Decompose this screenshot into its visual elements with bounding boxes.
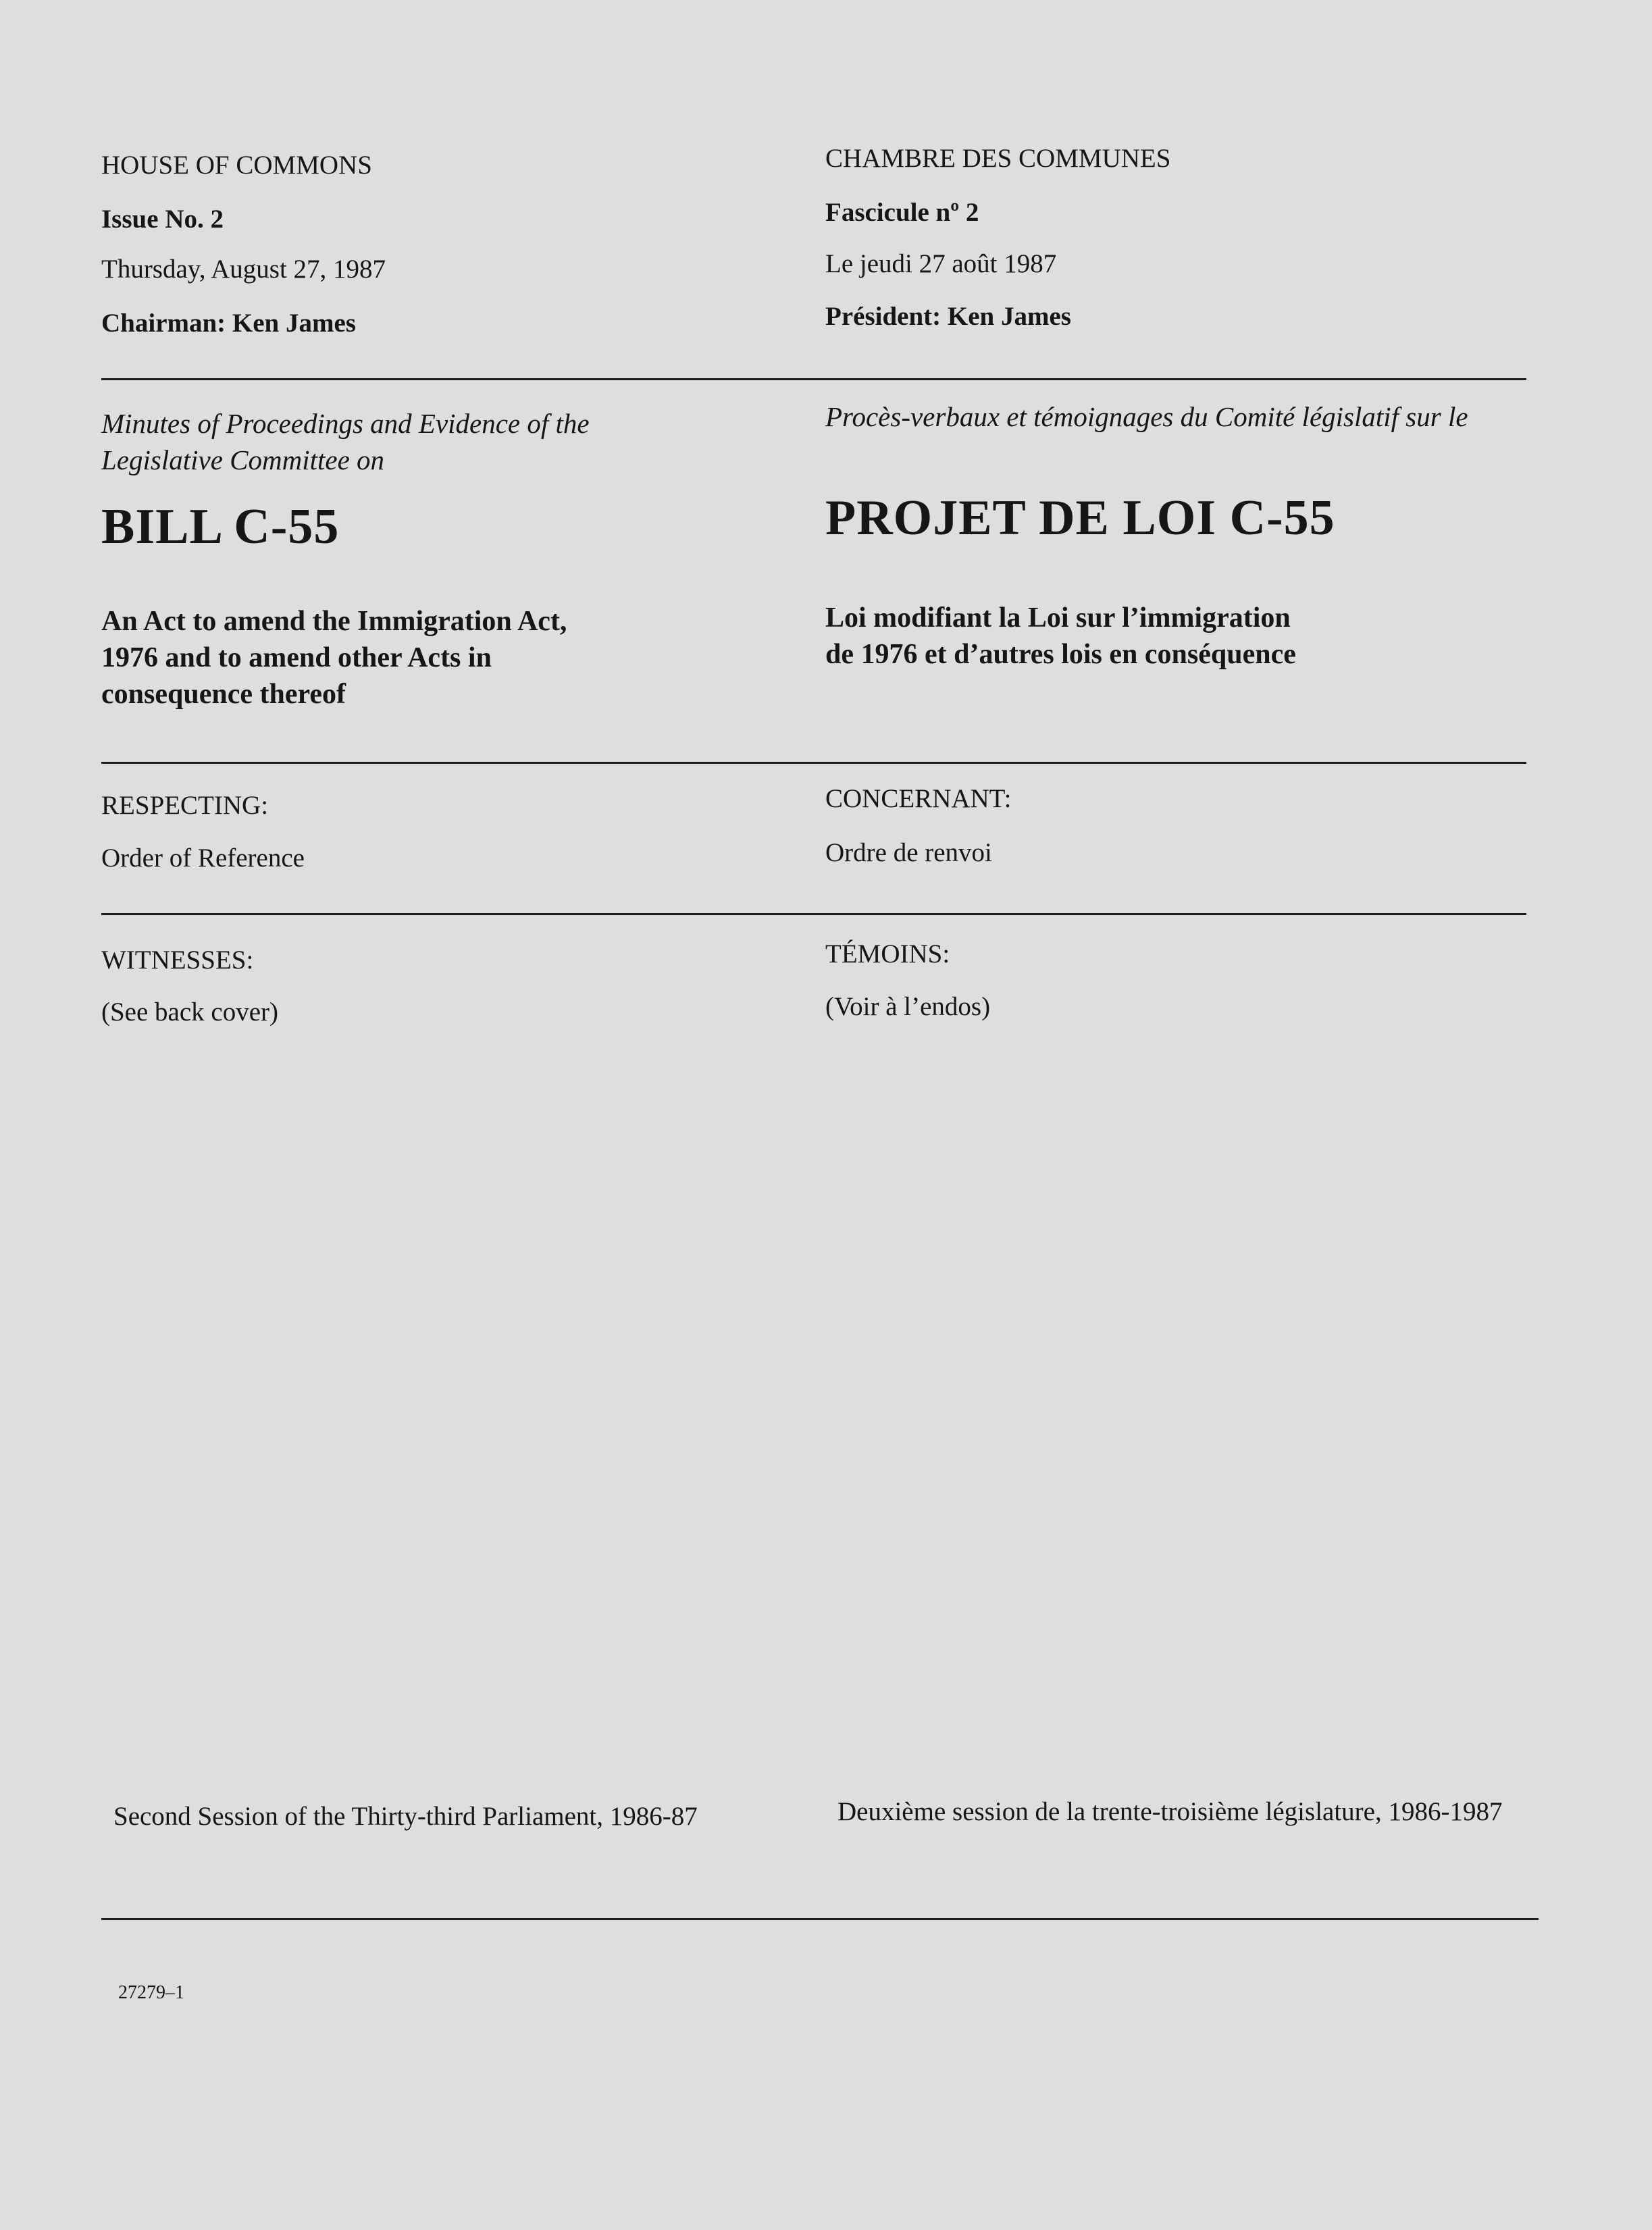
print-code: 27279–1 bbox=[118, 1982, 184, 2003]
bill-title: BILL C-55 bbox=[101, 499, 340, 554]
fascicule-number: Fascicule nº 2 bbox=[825, 198, 979, 227]
projet-de-loi-title: PROJET DE LOI C-55 bbox=[825, 490, 1335, 546]
see-back-cover: (See back cover) bbox=[101, 997, 279, 1027]
respecting-label: RESPECTING: bbox=[101, 791, 269, 820]
divider-header bbox=[101, 378, 1526, 380]
witnesses-label: WITNESSES: bbox=[101, 945, 254, 975]
minutes-intro: Minutes of Proceedings and Evidence of the Legislative Committee on bbox=[101, 408, 590, 475]
session-french: Deuxième session de la trente-troisième législature, 1986-1987 bbox=[837, 1797, 1503, 1826]
temoins-label: TÉMOINS: bbox=[825, 939, 950, 968]
divider-footer bbox=[101, 1918, 1539, 1920]
proces-verbaux-intro: Procès-verbaux et témoignages du Comité législatif sur le bbox=[825, 401, 1468, 432]
issue-number: Issue No. 2 bbox=[101, 205, 224, 234]
ordre-de-renvoi: Ordre de renvoi bbox=[825, 838, 992, 867]
chairman: Chairman: Ken James bbox=[101, 309, 356, 338]
divider-title bbox=[101, 762, 1526, 764]
order-of-reference: Order of Reference bbox=[101, 844, 305, 873]
fascicule-date: Le jeudi 27 août 1987 bbox=[825, 249, 1057, 278]
president: Président: Ken James bbox=[825, 302, 1071, 331]
house-of-commons: HOUSE OF COMMONS bbox=[101, 151, 372, 180]
chambre-des-communes: CHAMBRE DES COMMUNES bbox=[825, 144, 1171, 173]
concernant-label: CONCERNANT: bbox=[825, 784, 1012, 813]
voir-a-lendos: (Voir à l’endos) bbox=[825, 992, 991, 1021]
divider-respecting bbox=[101, 913, 1526, 915]
bill-description: An Act to amend the Immigration Act, 1976 and to amend other Acts in consequence thereof bbox=[101, 606, 567, 710]
session-english: Second Session of the Thirty-third Parliament, 1986-87 bbox=[113, 1802, 698, 1831]
projet-de-loi-description: Loi modifiant la Loi sur l’immigration de 1976 et d’autres lois en conséquence bbox=[825, 602, 1296, 670]
issue-date: Thursday, August 27, 1987 bbox=[101, 255, 386, 284]
